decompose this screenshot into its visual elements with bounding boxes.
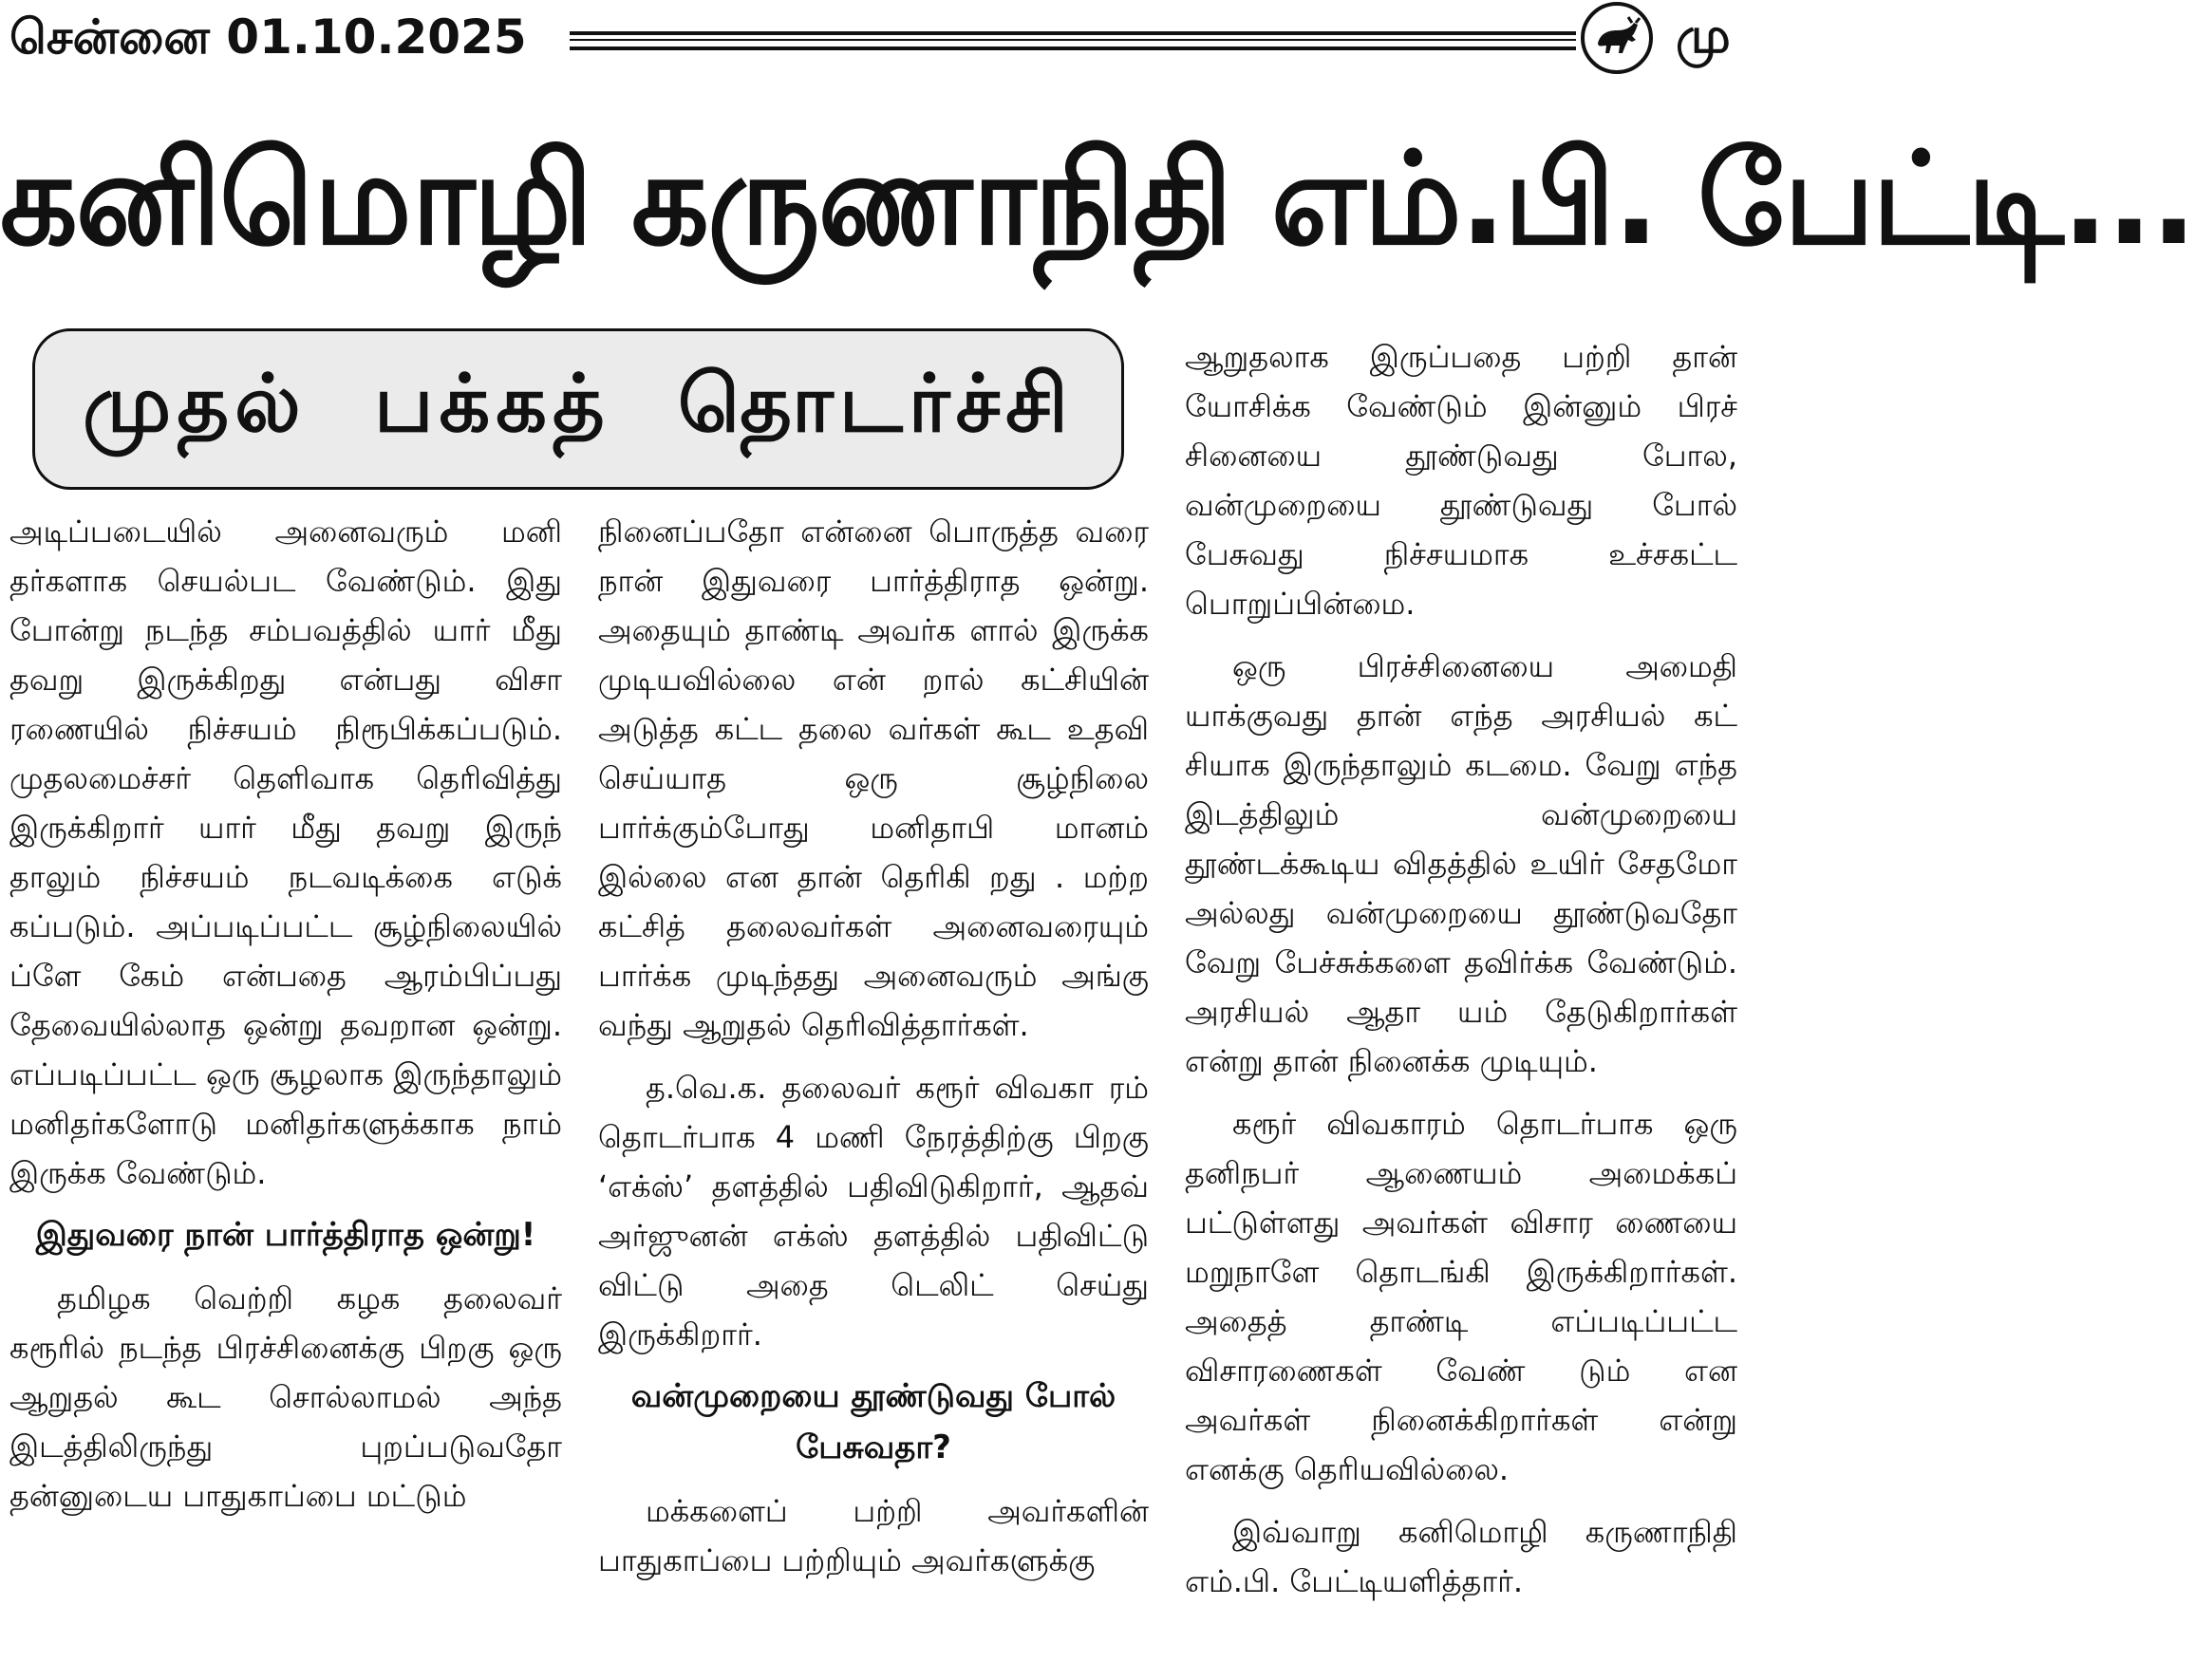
bull-icon xyxy=(1581,2,1653,74)
masthead xyxy=(0,0,1745,76)
paragraph: ஆறுதலாக இருப்பதை பற்றி தான் யோசிக்க வேண்டும் இன்னும் பிரச் சினையை தூண்டுவது போல, வன்முறையை தூண்டுவது போல் பேசுவது நிச்சயமாக உச்சகட்ட பொறுப்பின்மை. xyxy=(1185,339,1737,622)
paragraph: மக்களைப் பற்றி அவர்களின் பாதுகாப்பை பற்றியும் அவர்களுக்கு xyxy=(598,1493,1149,1578)
paragraph: இவ்வாறு கனிமொழி கருணாநிதி எம்.பி. பேட்டியளித்தார். xyxy=(1185,1514,1737,1599)
article-column-2 xyxy=(598,507,1149,1585)
article-column-3 xyxy=(1185,332,1737,1606)
paragraph: அடிப்படையில் அனைவரும் மனி தர்களாக செயல்பட வேண்டும். இது போன்று நடந்த சம்பவத்தில் யார் மீது தவறு இருக்கிறது என்பது விசா ரணையில் நிச்சயம் நிரூபிக்கப்படும். முதலமைச்சர் தெளிவாக தெரிவித்து இருக்கிறார் யார் மீது தவறு இருந் தாலும் நிச்சயம் நடவடிக்கை எடுக் கப்படும். அப்படிப்பட்ட சூழ்நிலையில் ப்ளே கேம் என்பதை ஆரம்பிப்பது தேவையில்லாத ஒன்று தவறான ஒன்று. எப்படிப்பட்ட ஒரு சூழலாக இருந்தாலும் மனிதர்களோடு மனிதர்களுக்காக நாம் இருக்க வேண்டும். xyxy=(9,513,562,1191)
headline: கனிமொழி கருணாநிதி எம்.பி. பேட்டி... xyxy=(0,125,2195,274)
masthead-title-fragment: மு xyxy=(1676,8,1731,65)
dateline: சென்னை 01.10.2025 xyxy=(9,9,527,65)
paragraph: நினைப்பதோ என்னை பொருத்த வரை நான் இதுவரை பார்த்திராத ஒன்று. அதையும் தாண்டி அவர்க ளால் இருக்க முடியவில்லை என் றால் கட்சியின் அடுத்த கட்ட தலை வர்கள் கூட உதவி செய்யாத ஒரு சூழ்நிலை பார்க்கும்போது மனிதாபி மானம் இல்லை என தான் தெரிகி றது . மற்ற கட்சித் தலைவர்கள் அனைவரையும் பார்க்க முடிந்தது அனைவரும் அங்கு வந்து ஆறுதல் தெரிவித்தார்கள். xyxy=(598,513,1149,1043)
paragraph: த.வெ.க. தலைவர் கரூர் விவகா ரம் தொடர்பாக 4 மணி நேரத்திற்கு பிறகு ‘எக்ஸ்’ தளத்தில் பதிவிடுகிறார், ஆதவ் அர்ஜுனன் எக்ஸ் தளத்தில் பதிவிட்டு விட்டு அதை டெலிட் செய்து இருக்கிறார். xyxy=(598,1070,1149,1353)
masthead-rule xyxy=(570,31,1576,50)
subheading: வன்முறையை தூண்டுவது போல் பேசுவதா? xyxy=(630,1377,1116,1466)
paragraph: தமிழக வெற்றி கழக தலைவர் கரூரில் நடந்த பிரச்சினைக்கு பிறகு ஒரு ஆறுதல் கூட சொல்லாமல் அந்த இடத்திலிருந்து புறப்படுவதோ தன்னுடைய பாதுகாப்பை மட்டும் xyxy=(9,1280,562,1514)
continuation-label: முதல் பக்கத் தொடர்ச்சி xyxy=(32,328,1124,490)
article-column-1 xyxy=(9,507,562,1521)
paragraph: கரூர் விவகாரம் தொடர்பாக ஒரு தனிநபர் ஆணையம் அமைக்கப் பட்டுள்ளது அவர்கள் விசார ணையை மறுநாளே தொடங்கி இருக்கிறார்கள். அதைத் தாண்டி எப்படிப்பட்ட விசாரணைகள் வேண் டும் என அவர்கள் நினைக்கிறார்கள் என்று எனக்கு தெரியவில்லை. xyxy=(1185,1106,1737,1487)
paragraph: ஒரு பிரச்சினையை அமைதி யாக்குவது தான் எந்த அரசியல் கட் சியாக இருந்தாலும் கடமை. வேறு எந்த இடத்திலும் வன்முறையை தூண்டக்கூடிய விதத்தில் உயிர் சேதமோ அல்லது வன்முறையை தூண்டுவதோ வேறு பேச்சுக்களை தவிர்க்க வேண்டும். அரசியல் ஆதா யம் தேடுகிறார்கள் என்று தான் நினைக்க முடியும். xyxy=(1185,648,1737,1079)
subheading: இதுவரை நான் பார்த்திராத ஒன்று! xyxy=(35,1216,536,1254)
